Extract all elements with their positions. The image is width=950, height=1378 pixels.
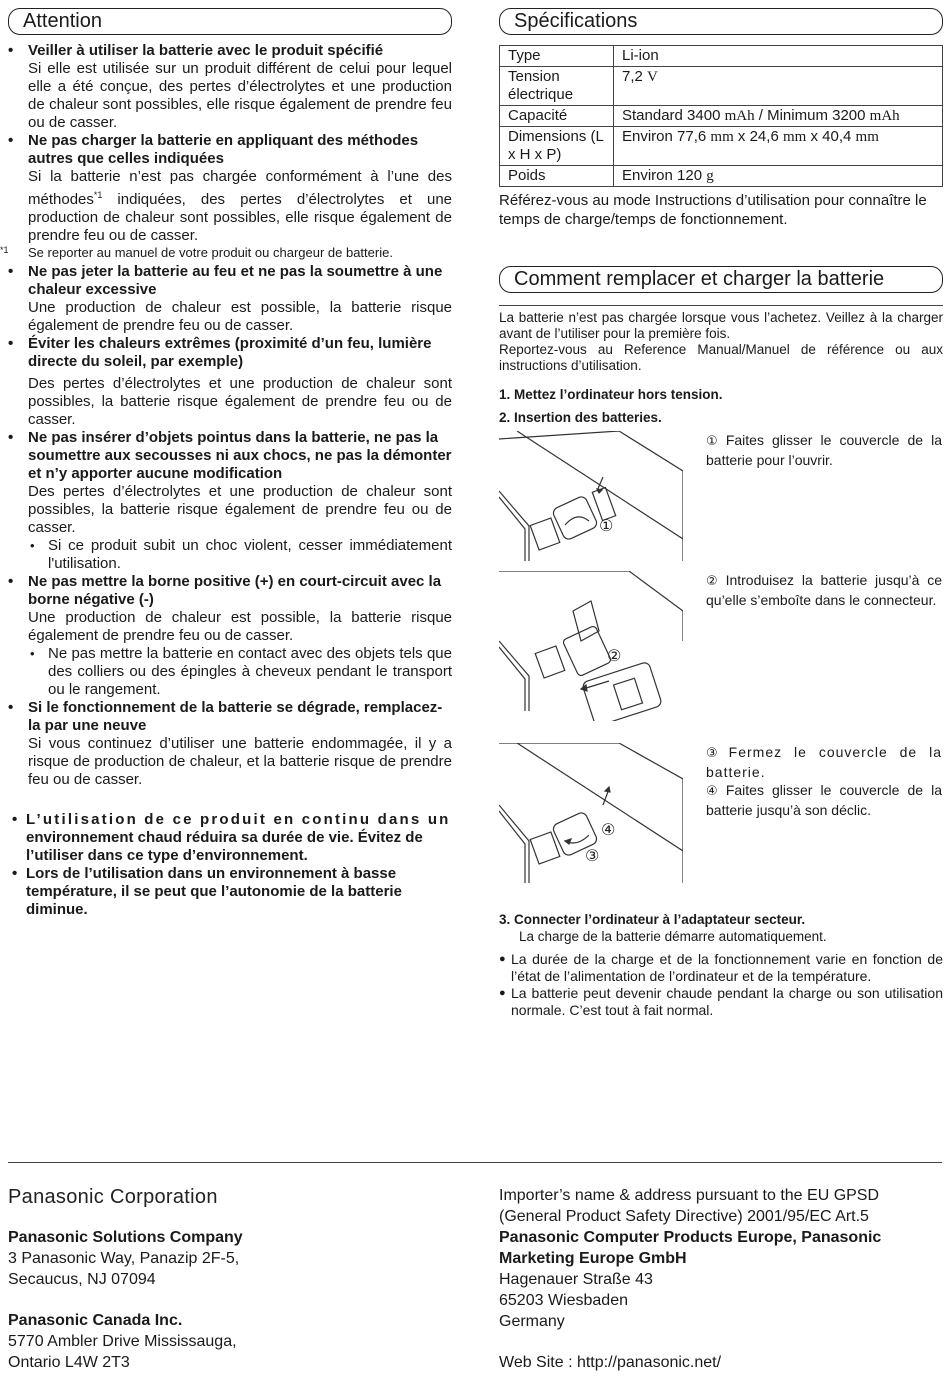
address-line: Ontario L4W 2T3 (8, 1354, 130, 1371)
bold-note-rest: environnement chaud réduira sa durée de vie. Évitez de l’utiliser dans ce type d’environnement. (26, 829, 423, 864)
attention-list-cont (8, 263, 452, 789)
step-desc-3-4 (706, 743, 942, 819)
list-item (8, 263, 452, 335)
marker-1: ① (599, 516, 614, 535)
list-item: ● La batterie peut devenir chaude pendant la charge ou son utilisation normale. C’est tout à fait normal. (499, 985, 943, 1019)
corporation-logo: Panasonic Corporation (8, 1186, 218, 1208)
marker-3: ③ (585, 846, 600, 865)
address-line: 5770 Ambler Drive Mississauga, (8, 1333, 237, 1350)
spec-key: Poids (500, 166, 614, 187)
list-item: ● La durée de la charge et de la fonctionnement varie en fonction de l’état de l’alimentation de l’ordinateur et de la température. (499, 951, 943, 985)
spec-number: Environ 120 (622, 167, 703, 184)
circled-number: ② (706, 574, 722, 589)
specs-heading: Spécifications (499, 8, 943, 35)
step-desc-text: Introduisez la batterie jusqu’à ce qu’elle s’emboîte dans le connecteur. (706, 572, 943, 608)
list-item (8, 42, 452, 132)
divider (499, 305, 943, 306)
step-3-title: 3. Connecter l’ordinateur à l’adaptateur secteur. (499, 912, 806, 927)
battery-cover-open-illustration (499, 431, 683, 561)
address-line: Hagenauer Straße 43 (499, 1271, 653, 1288)
address-line: Germany (499, 1313, 565, 1330)
item-title: • Éviter les chaleurs extrêmes (proximité d’un feu, lumière directe du soleil, par exemple) (28, 335, 432, 370)
step-desc-4 (706, 781, 942, 819)
bold-note: • Lors de l’utilisation dans un environnement à basse température, il se peut que l’autonomie de la batterie diminue. (8, 865, 452, 919)
spec-value: Li-ion (614, 46, 943, 67)
step-desc-2 (706, 571, 942, 609)
importer-line: (General Product Safety Directive) 2001/95/EC Art.5 (499, 1208, 869, 1225)
spec-unit: V (647, 69, 658, 85)
spec-key: Type (500, 46, 614, 67)
spec-value (614, 166, 943, 187)
step-1: 1. Mettez l’ordinateur hors tension. (499, 387, 723, 402)
spec-note: Référez-vous au mode Instructions d’utilisation pour connaître le temps de charge/temps de fonctionnement. (499, 192, 927, 228)
company-name: Panasonic Solutions Company (8, 1229, 243, 1246)
specs-table (499, 45, 943, 187)
spec-key: Tension électrique (500, 67, 614, 106)
item-title: • Ne pas insérer d’objets pointus dans la batterie, ne pas la soumettre aux secousses ni aux chocs, ne pas la démonter et n’y apporter aucune modification (28, 429, 452, 482)
spec-value (614, 127, 943, 166)
importer-line: Importer’s name & address pursuant to the EU GPSD (499, 1187, 880, 1204)
spec-number: 7,2 (622, 68, 643, 85)
item-text: Si vous continuez d’utiliser une batterie endommagée, il y a risque de production de chaleur, et la batterie risque de prendre feu ou de casser. (28, 735, 452, 788)
list-item (8, 335, 452, 429)
attention-section (0, 8, 452, 919)
spec-key: Capacité (500, 106, 614, 127)
step-2: 2. Insertion des batteries. (499, 410, 662, 425)
item-text-a: Si la batterie n’est pas chargée conformément à l’une des méthodes (28, 168, 452, 208)
table-row (500, 46, 943, 67)
spec-unit: mm (782, 129, 807, 145)
address-line: 65203 Wiesbaden (499, 1292, 628, 1309)
spec-number: Standard 3400 (622, 107, 721, 124)
footer-divider (8, 1162, 942, 1163)
list-item (8, 699, 452, 789)
battery-cover-close-illustration (499, 743, 683, 883)
intro-para: Reportez-vous au Reference Manual/Manuel de référence ou aux instructions d’utilisation. (499, 342, 943, 373)
spec-unit: mAh (869, 108, 900, 124)
item-title: • Ne pas mettre la borne positive (+) en court-circuit avec la borne négative (-) (28, 573, 442, 608)
sub-item: • Ne pas mettre la batterie en contact avec des objets tels que des colliers ou des épingles à cheveux pendant le transport ou le rangement. (28, 645, 452, 699)
list-item (8, 429, 452, 573)
bold-notes (8, 811, 452, 919)
step-desc-3 (706, 743, 942, 781)
spec-key: Dimensions (L x H x P) (500, 127, 614, 166)
spec-value (614, 106, 943, 127)
list-item (8, 573, 452, 699)
address-line: Secaucus, NJ 07094 (8, 1271, 156, 1288)
spec-unit: g (706, 168, 714, 184)
intro-para: La batterie n’est pas chargée lorsque vous l’achetez. Veillez à la charger avant de l’utiliser pour la première fois. (499, 310, 943, 341)
item-text: Des pertes d’électrolytes et une production de chaleur sont possibles, la batterie risque également de prendre feu ou de casser. (28, 483, 452, 536)
circled-number: ① (706, 434, 722, 449)
item-title: • Veiller à utiliser la batterie avec le produit spécifié (28, 42, 384, 59)
spec-number: x 24,6 (737, 128, 779, 145)
spec-number: x 40,4 (810, 128, 852, 145)
website-link[interactable]: Web Site : http://panasonic.net/ (499, 1354, 722, 1371)
sub-item: • Si ce produit subit un choc violent, cesser immédiatement l'utilisation. (28, 537, 452, 573)
item-title: • Ne pas jeter la batterie au feu et ne pas la soumettre à une chaleur excessive (28, 263, 443, 298)
spec-unit: mm (710, 129, 734, 145)
item-text: Une production de chaleur est possible, la batterie risque également de prendre feu ou de casser. (28, 609, 452, 644)
attention-heading: Attention (8, 8, 452, 35)
item-title: • Si le fonctionnement de la batterie se dégrade, remplacez-la par une neuve (28, 699, 443, 734)
footnote-mark: *1 (0, 245, 9, 255)
step-desc-text: Faites glisser le couvercle de la batterie jusqu’à son déclic. (706, 782, 942, 818)
right-column (499, 8, 943, 1019)
bold-note (8, 811, 452, 865)
spec-unit: mAh (724, 108, 755, 124)
company-name: Panasonic Computer Products Europe, Panasonic Marketing Europe GmbH (499, 1229, 882, 1267)
step-3 (499, 911, 943, 945)
spec-number: Environ 77,6 (622, 128, 707, 145)
spec-number: / Minimum 3200 (758, 107, 866, 124)
footnote-text: Se reporter au manuel de votre produit ou chargeur de batterie. (28, 245, 393, 260)
item-text: Des pertes d’électrolytes et une production de chaleur sont possibles, la batterie risque également de prendre feu ou de casser. (28, 375, 452, 428)
table-row (500, 127, 943, 166)
address-line: 3 Panasonic Way, Panazip 2F-5, (8, 1250, 240, 1267)
item-text: Si elle est utilisée sur un produit différent de celui pour lequel elle a été conçue, des pertes d’électrolytes et une production de chaleur sont possibles, elle risque également de prendre feu ou de casser. (28, 60, 452, 131)
footer-left (8, 1185, 448, 1373)
table-row (500, 67, 943, 106)
item-text-b: indiquées, des pertes d’électrolytes et une production de chaleur sont possibles, elle risque également de prendre feu ou de casser. (28, 191, 452, 244)
item-text: Une production de chaleur est possible, la batterie risque également de prendre feu ou de casser. (28, 299, 452, 334)
attention-list (8, 42, 452, 245)
marker-2: ② (607, 646, 622, 665)
step-3-sub: La charge de la batterie démarre automatiquement. (519, 929, 827, 944)
footnote (0, 245, 452, 261)
bold-note-spaced: L’utilisation de ce produit en continu dans un (26, 811, 451, 828)
battery-insert-illustration (499, 571, 683, 721)
table-row (500, 106, 943, 127)
footnote-ref: *1 (93, 190, 103, 200)
step-desc-text: Faites glisser le couvercle de la batterie pour l’ouvrir. (706, 432, 942, 468)
figure-area (499, 427, 943, 897)
intro-text (499, 310, 943, 374)
step-desc-text: Fermez le couvercle de la batterie. (706, 744, 942, 780)
step-desc-1 (706, 431, 942, 469)
charge-notes (499, 951, 943, 1019)
replace-heading: Comment remplacer et charger la batterie (499, 266, 943, 293)
item-title: • Ne pas charger la batterie en appliquant des méthodes autres que celles indiquées (28, 132, 419, 167)
spec-value (614, 67, 943, 106)
spec-unit: mm (855, 129, 879, 145)
circled-number: ③ (706, 746, 725, 761)
list-item (8, 132, 452, 245)
item-text (28, 168, 452, 245)
circled-number: ④ (706, 784, 722, 799)
table-row (500, 166, 943, 187)
marker-4: ④ (601, 820, 616, 839)
footer-right (499, 1185, 943, 1373)
company-name: Panasonic Canada Inc. (8, 1312, 183, 1329)
